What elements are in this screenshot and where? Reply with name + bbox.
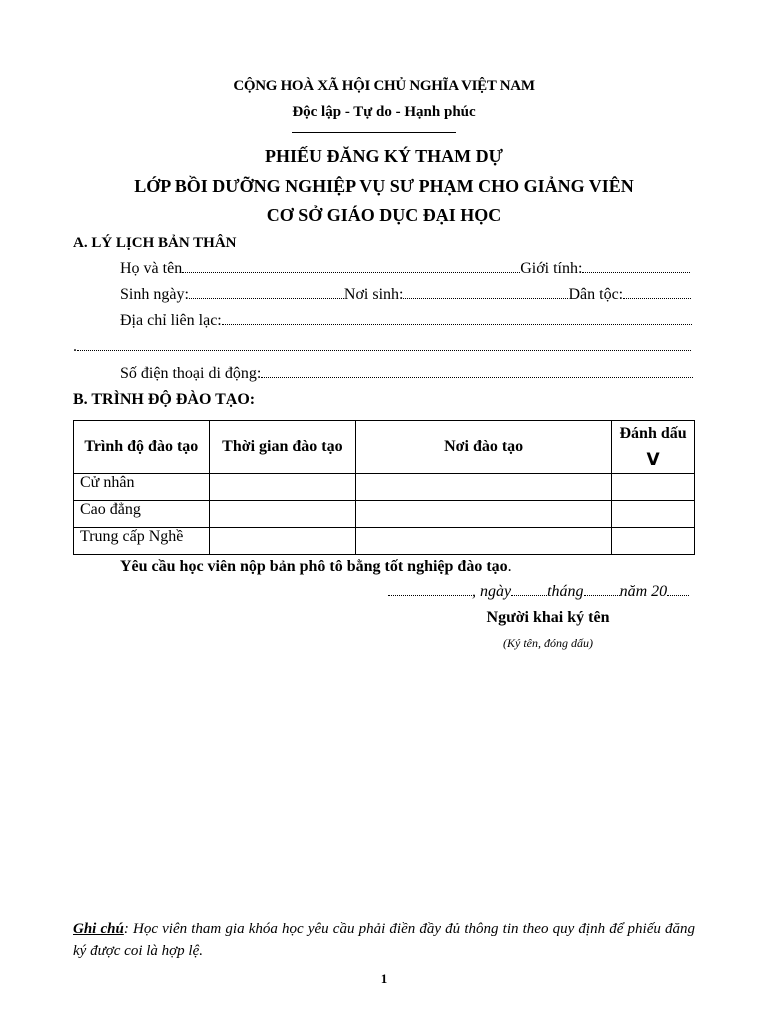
place-cell[interactable] — [356, 501, 612, 528]
check-cell[interactable] — [612, 501, 695, 528]
address-cont-mark: . — [73, 338, 77, 355]
ethnicity-label: Dân tộc: — [568, 286, 624, 303]
address-field[interactable] — [222, 312, 692, 325]
month-label: tháng — [547, 583, 584, 600]
requirement-text: Yêu cầu học viên nộp bản phô tô bằng tốt nghiệp đào tạo — [120, 558, 508, 575]
gender-field[interactable] — [582, 260, 690, 273]
year-label: năm 20 — [619, 583, 668, 600]
duration-cell[interactable] — [209, 528, 356, 555]
requirement-note — [120, 558, 512, 576]
header-divider — [292, 132, 456, 133]
signer-note: (Ký tên, đóng dấu) — [503, 636, 593, 650]
section-b-heading: B. TRÌNH ĐỘ ĐÀO TẠO: — [73, 391, 256, 408]
col-header-duration: Thời gian đào tạo — [209, 421, 356, 474]
place-field[interactable] — [388, 583, 472, 596]
address-label: Địa chỉ liên lạc: — [120, 312, 222, 329]
table-row — [74, 528, 695, 555]
gender-label: Giới tính: — [520, 260, 583, 277]
check-cell[interactable] — [612, 474, 695, 501]
note-label: Ghi chú — [73, 921, 124, 937]
place-cell[interactable] — [356, 474, 612, 501]
day-label: , ngày — [472, 583, 512, 600]
birth-date-field[interactable] — [189, 286, 344, 299]
phone-label: Số điện thoại di động: — [120, 365, 262, 382]
nation-name: CỘNG HOÀ XÃ HỘI CHỦ NGHĨA VIỆT NAM — [233, 78, 535, 94]
check-cell[interactable] — [612, 528, 695, 555]
note-text: : Học viên tham gia khóa học yêu cầu phải điền đầy đủ thông tin theo quy định để phiếu đăng ký được coi là hợp lệ. — [73, 921, 696, 959]
level-cell: Cử nhân — [74, 474, 210, 501]
check-header-label: Đánh dấu — [619, 425, 687, 442]
birth-row — [120, 286, 691, 304]
address-continuation-row — [73, 338, 691, 356]
table-row — [74, 501, 695, 528]
form-subtitle: LỚP BỒI DƯỠNG NGHIỆP VỤ SƯ PHẠM CHO GIẢNG VIÊN — [134, 176, 634, 196]
address-row — [120, 312, 692, 330]
signer-title: Người khai ký tên — [486, 609, 610, 626]
full-name-row — [120, 260, 690, 278]
check-symbol: V — [646, 450, 660, 470]
duration-cell[interactable] — [209, 474, 356, 501]
full-name-label: Họ và tên — [120, 260, 183, 277]
footer-note — [73, 918, 695, 962]
day-field[interactable] — [511, 583, 547, 596]
address-field-2[interactable] — [77, 338, 691, 351]
national-motto: Độc lập - Tự do - Hạnh phúc — [292, 104, 476, 120]
date-line — [388, 583, 689, 601]
level-cell: Trung cấp Nghề — [74, 528, 210, 555]
birth-date-label: Sinh ngày: — [120, 286, 189, 303]
phone-row — [120, 365, 693, 383]
education-table — [73, 420, 695, 555]
full-name-field[interactable] — [182, 260, 520, 273]
phone-field[interactable] — [261, 365, 693, 378]
form-title: PHIẾU ĐĂNG KÝ THAM DỰ — [265, 146, 503, 166]
col-header-place: Nơi đào tạo — [356, 421, 612, 474]
birth-place-field[interactable] — [403, 286, 568, 299]
form-subtitle-2: CƠ SỞ GIÁO DỤC ĐẠI HỌC — [266, 205, 502, 225]
level-cell: Cao đẳng — [74, 501, 210, 528]
section-a-heading: A. LÝ LỊCH BẢN THÂN — [73, 235, 237, 251]
table-header-row — [74, 421, 695, 474]
place-cell[interactable] — [356, 528, 612, 555]
col-header-check — [612, 421, 695, 474]
col-header-level: Trình độ đào tạo — [74, 421, 210, 474]
page-number: 1 — [380, 971, 388, 986]
table-row — [74, 474, 695, 501]
requirement-end: . — [507, 558, 512, 575]
year-field[interactable] — [667, 583, 689, 596]
month-field[interactable] — [584, 583, 620, 596]
duration-cell[interactable] — [209, 501, 356, 528]
ethnicity-field[interactable] — [623, 286, 691, 299]
birth-place-label: Nơi sinh: — [343, 286, 404, 303]
